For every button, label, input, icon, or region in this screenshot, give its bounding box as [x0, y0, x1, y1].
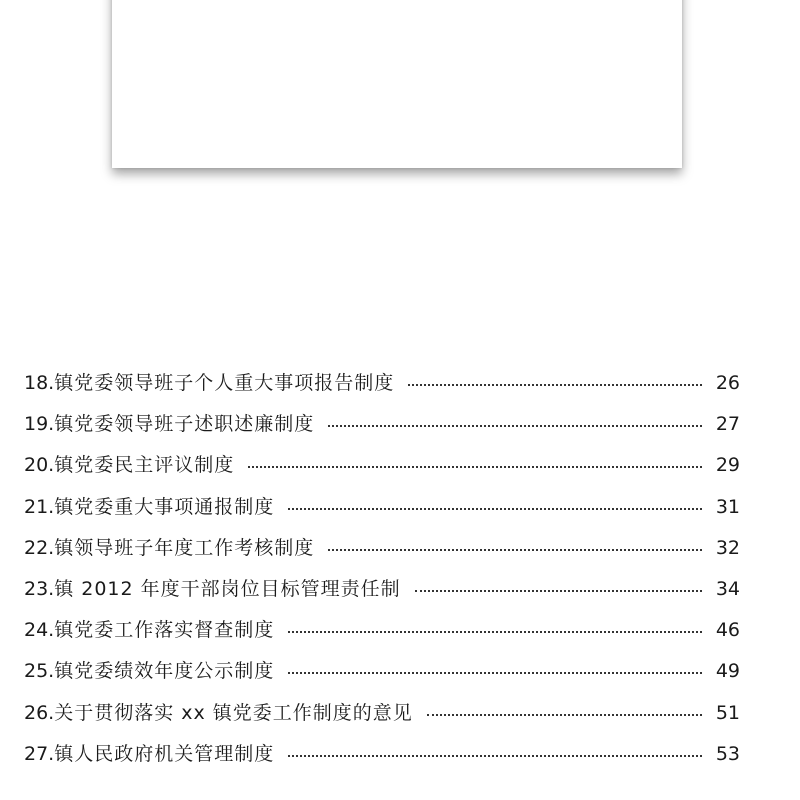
toc-entry-page: 26: [715, 372, 740, 394]
toc-dot-leader: [328, 425, 702, 427]
toc-entry-page: 29: [715, 454, 740, 477]
toc-dot-leader: [415, 590, 702, 592]
toc-entry[interactable]: [24, 533, 740, 574]
toc-entry-page: 27: [715, 413, 740, 436]
toc-dot-leader: [288, 755, 702, 757]
toc-entry-title: 镇党委重大事项通报制度: [54, 495, 275, 518]
toc-entry-number: 26.: [24, 701, 55, 724]
toc-entry[interactable]: [24, 698, 740, 739]
toc-entry-number: 25.: [24, 660, 55, 683]
toc-entry-number: 22.: [24, 536, 55, 559]
toc-entry-number: 27.: [24, 742, 55, 765]
toc-entry-number: 21.: [24, 495, 55, 518]
toc-entry[interactable]: [24, 656, 740, 697]
toc-entry[interactable]: [24, 739, 740, 780]
table-of-contents: [24, 368, 740, 780]
toc-entry-page: 51: [715, 701, 740, 724]
toc-entry-number: 20.: [24, 454, 55, 477]
paper-card: [112, 0, 682, 168]
toc-entry-number: 24.: [24, 619, 55, 642]
toc-entry-title: 镇人民政府机关管理制度: [54, 742, 275, 765]
toc-entry-title: 镇党委工作落实督查制度: [54, 619, 275, 642]
toc-dot-leader: [288, 672, 702, 674]
toc-entry-title: 镇党委领导班子个人重大事项报告制度: [54, 372, 395, 394]
toc-entry-title: 镇党委绩效年度公示制度: [54, 660, 275, 683]
toc-dot-leader: [288, 631, 702, 633]
toc-entry-title: 镇领导班子年度工作考核制度: [54, 536, 315, 559]
toc-dot-leader: [288, 508, 702, 510]
toc-entry-number: 18.: [24, 372, 55, 394]
toc-dot-leader: [248, 466, 702, 468]
toc-entry-title: 关于贯彻落实 xx 镇党委工作制度的意见: [54, 701, 413, 724]
toc-entry-title: 镇 2012 年度干部岗位目标管理责任制: [54, 577, 401, 600]
toc-entry[interactable]: [24, 574, 740, 615]
toc-entry-page: 46: [715, 619, 740, 642]
toc-entry-number: 19.: [24, 413, 55, 436]
toc-entry[interactable]: [24, 615, 740, 656]
toc-entry-page: 31: [715, 495, 740, 518]
toc-entry-page: 53: [715, 742, 740, 765]
toc-dot-leader: [408, 384, 702, 386]
toc-dot-leader: [328, 549, 702, 551]
toc-dot-leader: [427, 714, 702, 716]
toc-entry-number: 23.: [24, 577, 55, 600]
toc-entry-title: 镇党委民主评议制度: [54, 454, 235, 477]
toc-entry-page: 32: [715, 536, 740, 559]
toc-entry-page: 49: [715, 660, 740, 683]
toc-entry[interactable]: [24, 450, 740, 491]
toc-entry[interactable]: [24, 409, 740, 450]
toc-entry-page: 34: [715, 577, 740, 600]
toc-entry[interactable]: [24, 368, 740, 409]
toc-entry[interactable]: [24, 492, 740, 533]
toc-entry-title: 镇党委领导班子述职述廉制度: [54, 413, 315, 436]
